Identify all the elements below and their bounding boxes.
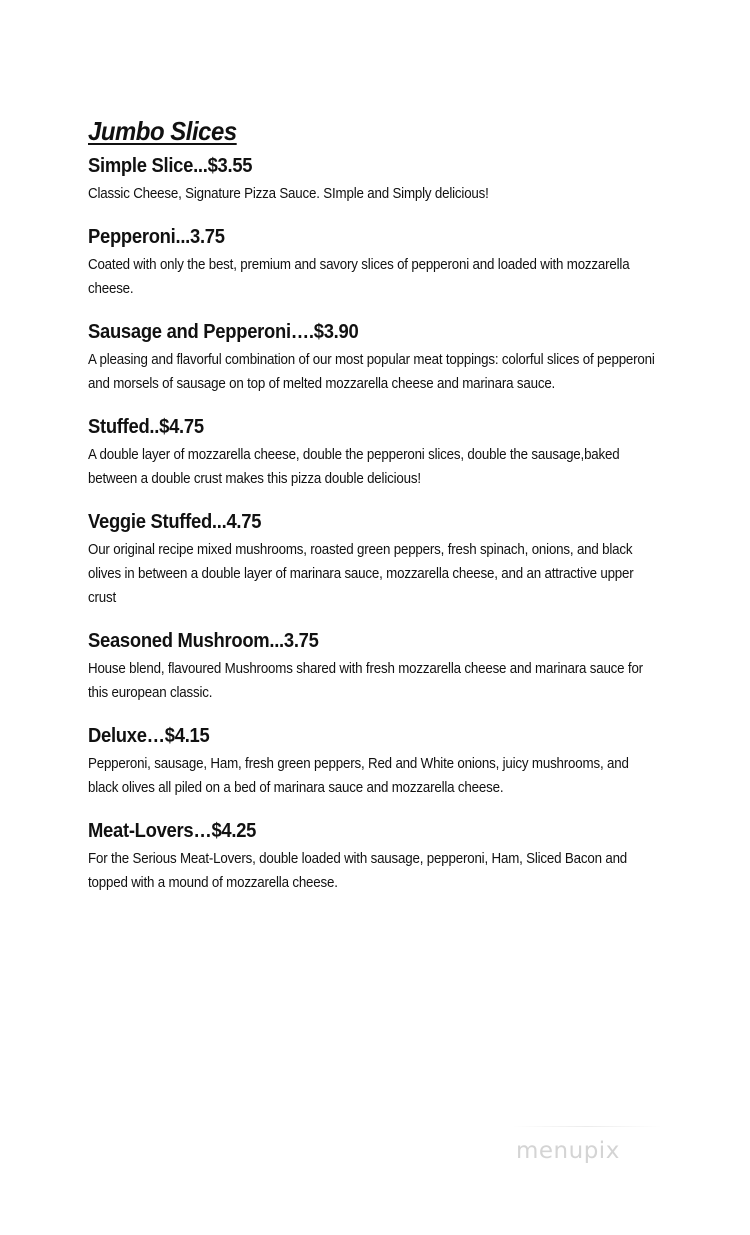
item-name: Veggie Stuffed...4.75 <box>88 511 262 533</box>
menu-item <box>88 413 688 491</box>
menu-item <box>88 817 688 895</box>
menu-item <box>88 152 688 206</box>
menu-page <box>88 114 688 912</box>
item-name: Stuffed..$4.75 <box>88 416 204 438</box>
item-description: A double layer of mozzarella cheese, double the pepperoni slices, double the sausage,baked between a double crust makes this pizza double delicious! <box>88 447 620 487</box>
item-description: Classic Cheese, Signature Pizza Sauce. SImple and Simply delicious! <box>88 186 489 202</box>
item-description: Coated with only the best, premium and savory slices of pepperoni and loaded with mozzarella cheese. <box>88 257 630 297</box>
menu-item <box>88 627 688 705</box>
item-name: Sausage and Pepperoni….$3.90 <box>88 321 359 343</box>
watermark-divider <box>512 1126 662 1127</box>
item-description: House blend, flavoured Mushrooms shared with fresh mozzarella cheese and marinara sauce for this european classic. <box>88 661 643 701</box>
menu-item <box>88 318 688 396</box>
item-description: Our original recipe mixed mushrooms, roasted green peppers, fresh spinach, onions, and black olives in between a double layer of marinara sauce, mozzarella cheese, and an attractive upper crust <box>88 542 634 606</box>
item-name: Seasoned Mushroom...3.75 <box>88 630 319 652</box>
watermark-logo: menupix <box>516 1138 620 1164</box>
section-title: Jumbo Slices <box>88 116 237 146</box>
item-description: For the Serious Meat-Lovers, double loaded with sausage, pepperoni, Ham, Sliced Bacon and topped with a mound of mozzarella cheese. <box>88 851 628 891</box>
item-description: A pleasing and flavorful combination of our most popular meat toppings: colorful slices of pepperoni and morsels of sausage on top of melted mozzarella cheese and marinara sauce. <box>88 352 655 392</box>
item-name: Meat-Lovers…$4.25 <box>88 820 257 842</box>
menu-item <box>88 508 688 610</box>
item-description: Pepperoni, sausage, Ham, fresh green peppers, Red and White onions, juicy mushrooms, and black olives all piled on a bed of marinara sauce and mozzarella cheese. <box>88 756 629 796</box>
item-name: Pepperoni...3.75 <box>88 226 225 248</box>
menu-item <box>88 722 688 800</box>
item-name: Deluxe…$4.15 <box>88 725 210 747</box>
item-name: Simple Slice...$3.55 <box>88 155 253 177</box>
menu-item <box>88 223 688 301</box>
